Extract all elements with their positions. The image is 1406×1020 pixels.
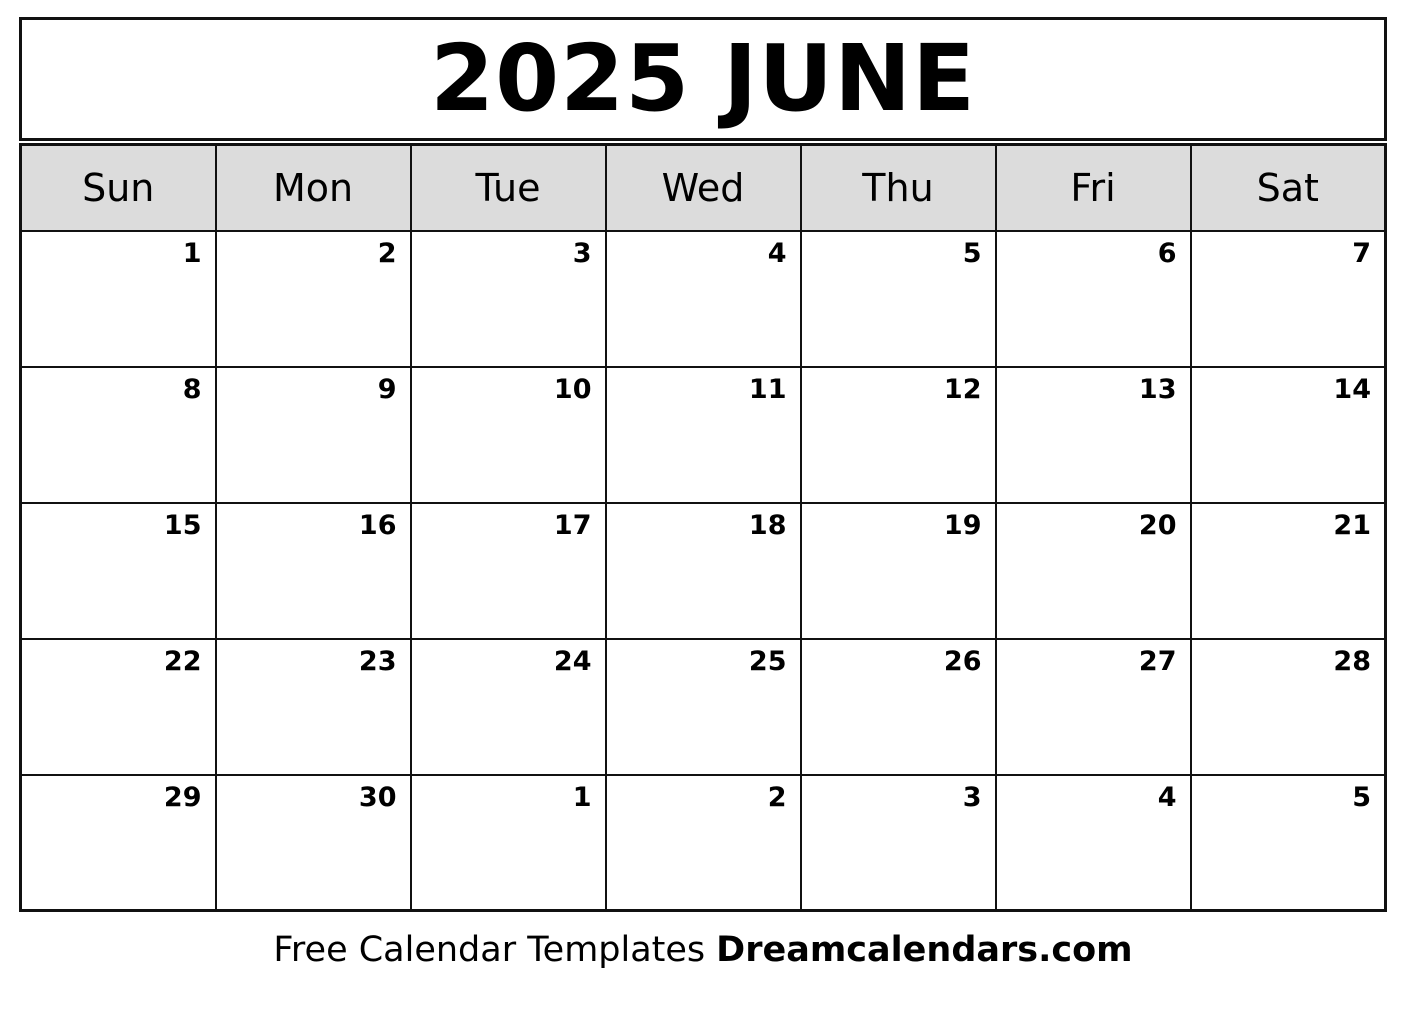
- date-number: 9: [377, 373, 397, 405]
- week-row-1: [21, 231, 1386, 367]
- day-cell: [21, 367, 216, 503]
- date-number: 26: [943, 645, 982, 677]
- date-number: 16: [358, 509, 397, 541]
- date-number: 15: [163, 509, 202, 541]
- day-cell: [606, 367, 801, 503]
- date-number: 11: [748, 373, 787, 405]
- footer-brand: Dreamcalendars.com: [716, 930, 1133, 970]
- day-cell: [801, 367, 996, 503]
- week-row-3: [21, 503, 1386, 639]
- date-number: 19: [943, 509, 982, 541]
- weekday-header-tue: Tue: [411, 145, 606, 231]
- footer-text: Free Calendar Templates: [273, 930, 706, 970]
- date-number: 28: [1333, 645, 1371, 677]
- date-number: 4: [1157, 781, 1177, 813]
- date-number: 20: [1138, 509, 1177, 541]
- day-cell: [801, 503, 996, 639]
- day-cell: [606, 775, 801, 911]
- day-cell: [21, 775, 216, 911]
- date-number: 17: [553, 509, 592, 541]
- week-row-5: [21, 775, 1386, 911]
- date-number: 4: [767, 237, 787, 269]
- day-cell: [996, 639, 1191, 775]
- day-cell: [801, 639, 996, 775]
- day-cell: [801, 231, 996, 367]
- day-cell: [21, 231, 216, 367]
- day-cell: [996, 367, 1191, 503]
- date-number: 14: [1333, 373, 1371, 405]
- weekday-header-wed: Wed: [606, 145, 801, 231]
- date-number: 8: [182, 373, 202, 405]
- day-cell: [606, 503, 801, 639]
- day-cell: [801, 775, 996, 911]
- weekday-header-row: [21, 145, 1386, 231]
- date-number: 2: [377, 237, 397, 269]
- date-number: 24: [553, 645, 592, 677]
- date-number: 6: [1157, 237, 1177, 269]
- date-number: 1: [182, 237, 202, 269]
- weekday-header-sun: Sun: [21, 145, 216, 231]
- weekday-header-mon: Mon: [216, 145, 411, 231]
- day-cell: [411, 503, 606, 639]
- day-cell: [1191, 639, 1386, 775]
- footer: [19, 928, 1387, 974]
- day-cell: [411, 775, 606, 911]
- date-number: 21: [1333, 509, 1371, 541]
- day-cell: [606, 231, 801, 367]
- calendar-title: 2025 JUNE: [430, 25, 976, 132]
- day-cell: [216, 231, 411, 367]
- calendar-grid: [19, 143, 1387, 912]
- date-number: 10: [553, 373, 592, 405]
- date-number: 12: [943, 373, 982, 405]
- date-number: 29: [163, 781, 202, 813]
- date-number: 27: [1138, 645, 1177, 677]
- week-row-2: [21, 367, 1386, 503]
- date-number: 3: [572, 237, 592, 269]
- day-cell: [1191, 775, 1386, 911]
- day-cell: [21, 503, 216, 639]
- day-cell: [21, 639, 216, 775]
- date-number: 5: [1352, 781, 1371, 813]
- calendar-title-box: [19, 17, 1387, 141]
- day-cell: [411, 367, 606, 503]
- date-number: 25: [748, 645, 787, 677]
- date-number: 22: [163, 645, 202, 677]
- day-cell: [216, 639, 411, 775]
- date-number: 30: [358, 781, 397, 813]
- weekday-header-sat: Sat: [1191, 145, 1386, 231]
- date-number: 1: [572, 781, 592, 813]
- date-number: 23: [358, 645, 397, 677]
- weekday-header-thu: Thu: [801, 145, 996, 231]
- day-cell: [1191, 231, 1386, 367]
- date-number: 5: [962, 237, 982, 269]
- day-cell: [1191, 503, 1386, 639]
- day-cell: [996, 503, 1191, 639]
- day-cell: [216, 775, 411, 911]
- day-cell: [1191, 367, 1386, 503]
- day-cell: [216, 367, 411, 503]
- date-number: 18: [748, 509, 787, 541]
- day-cell: [996, 775, 1191, 911]
- weekday-header-fri: Fri: [996, 145, 1191, 231]
- day-cell: [606, 639, 801, 775]
- date-number: 13: [1138, 373, 1177, 405]
- day-cell: [411, 231, 606, 367]
- date-number: 7: [1352, 237, 1371, 269]
- date-number: 3: [962, 781, 982, 813]
- date-number: 2: [767, 781, 787, 813]
- week-row-4: [21, 639, 1386, 775]
- day-cell: [411, 639, 606, 775]
- day-cell: [996, 231, 1191, 367]
- day-cell: [216, 503, 411, 639]
